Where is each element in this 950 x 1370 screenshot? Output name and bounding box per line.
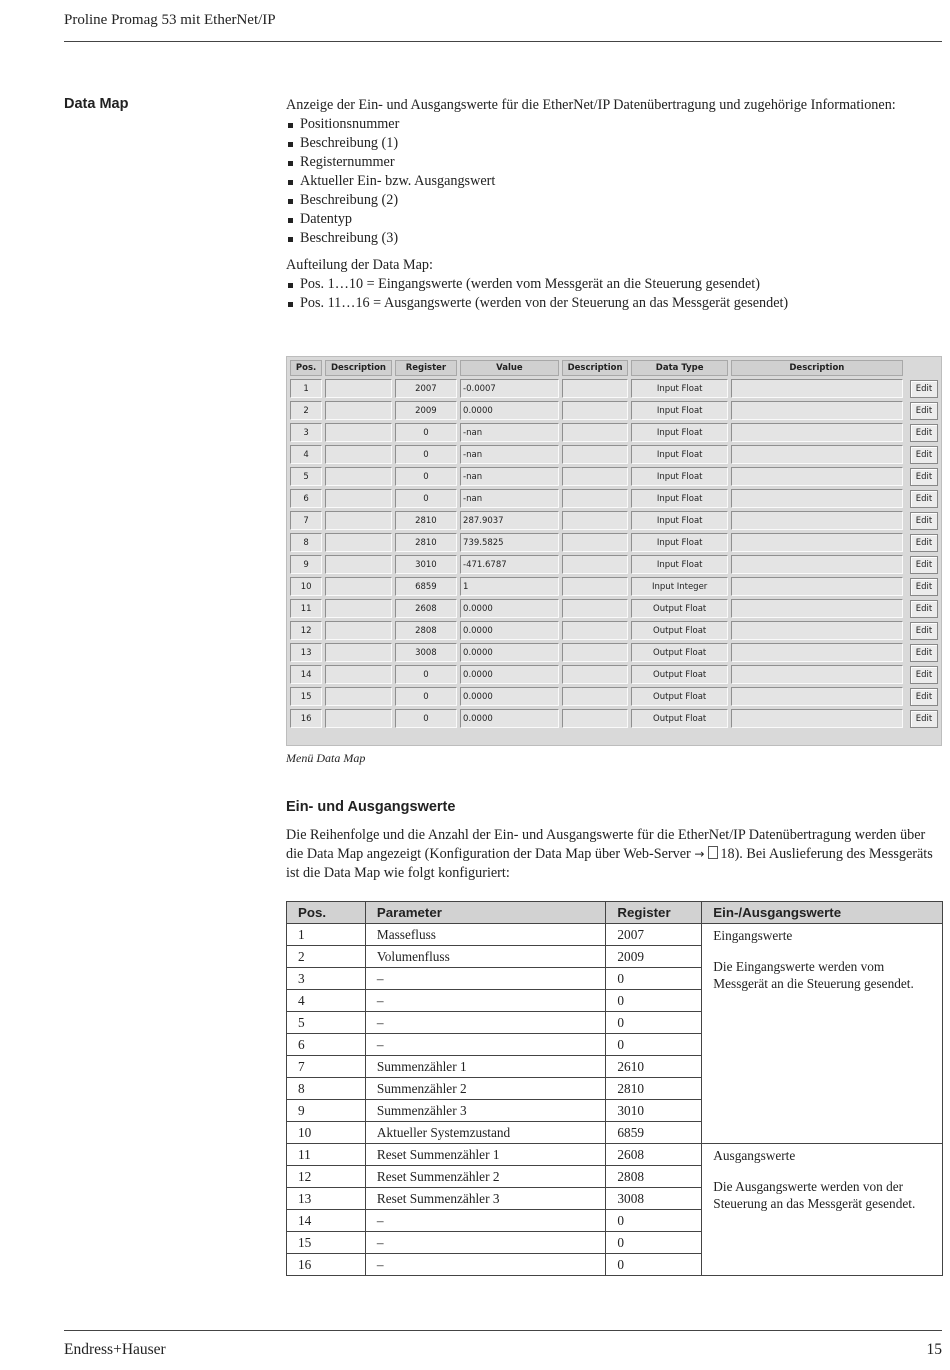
table-cell-parameter: – [365, 1254, 606, 1276]
table-cell-register: 0 [606, 1012, 702, 1034]
table-cell-register: 2009 [606, 946, 702, 968]
edit-button[interactable]: Edit [910, 666, 938, 684]
page-number: 15 [926, 1341, 942, 1358]
table-cell-register: 0 [606, 1210, 702, 1232]
grid-cell-edit [906, 621, 938, 640]
table-cell-pos: 15 [287, 1232, 366, 1254]
list-item: Pos. 1…10 = Eingangswerte (werden vom Messgerät an die Steuerung gesendet) [286, 275, 942, 294]
table-cell-pos: 12 [287, 1166, 366, 1188]
grid-cell-pos: 1 [290, 379, 322, 398]
grid-cell-description-2[interactable] [562, 643, 629, 662]
config-header-pos: Pos. [287, 902, 366, 924]
output-group-description: Die Ausgangswerte werden von der Steuerung an das Messgerät gesendet. [713, 1179, 916, 1211]
table-cell-pos: 1 [287, 924, 366, 946]
grid-cell-description-1[interactable] [325, 533, 392, 552]
grid-cell-edit [906, 709, 938, 728]
grid-cell-pos: 4 [290, 445, 322, 464]
grid-cell-pos: 6 [290, 489, 322, 508]
grid-cell-data-type: Input Float [631, 401, 728, 420]
grid-cell-description-2[interactable] [562, 709, 629, 728]
config-header-io: Ein-/Ausgangswerte [702, 902, 943, 924]
grid-cell-value: 0.0000 [460, 687, 559, 706]
table-cell-parameter: – [365, 1210, 606, 1232]
grid-header-value: Value [460, 360, 559, 376]
table-cell-parameter: Reset Summenzähler 3 [365, 1188, 606, 1210]
split-title: Aufteilung der Data Map: [286, 257, 433, 273]
section-label: Data Map [64, 96, 129, 112]
grid-cell-data-type: Output Float [631, 709, 728, 728]
grid-cell-value: -471.6787 [460, 555, 559, 574]
grid-cell-register: 0 [395, 489, 457, 508]
table-cell-pos: 13 [287, 1188, 366, 1210]
grid-cell-data-type: Input Float [631, 423, 728, 442]
grid-cell-description-2[interactable] [562, 401, 629, 420]
table-row [287, 1144, 943, 1166]
grid-cell-edit [906, 643, 938, 662]
grid-cell-description-3[interactable] [731, 577, 903, 596]
intro-paragraph: Anzeige der Ein- und Ausgangswerte für die EtherNet/IP Datenübertragung und zugehörige Informationen: [286, 97, 896, 113]
grid-cell-edit [906, 445, 938, 464]
grid-cell-pos: 2 [290, 401, 322, 420]
table-cell-pos: 2 [287, 946, 366, 968]
figure-caption: Menü Data Map [286, 751, 366, 765]
grid-cell-value: 287.9037 [460, 511, 559, 530]
grid-cell-data-type: Output Float [631, 621, 728, 640]
grid-cell-data-type: Output Float [631, 665, 728, 684]
edit-button[interactable]: Edit [910, 380, 938, 398]
table-cell-register: 0 [606, 1254, 702, 1276]
table-cell-pos: 10 [287, 1122, 366, 1144]
grid-cell-register: 2608 [395, 599, 457, 618]
grid-cell-edit [906, 665, 938, 684]
grid-cell-register: 2007 [395, 379, 457, 398]
edit-button[interactable]: Edit [910, 710, 938, 728]
grid-cell-value: -0.0007 [460, 379, 559, 398]
grid-cell-value: 739.5825 [460, 533, 559, 552]
grid-cell-description-3[interactable] [731, 445, 903, 464]
grid-cell-description-2[interactable] [562, 533, 629, 552]
grid-cell-data-type: Output Float [631, 687, 728, 706]
grid-cell-register: 2808 [395, 621, 457, 640]
grid-header-spacer [906, 360, 938, 376]
output-group-cell [702, 1144, 943, 1276]
grid-cell-pos: 10 [290, 577, 322, 596]
grid-cell-description-2[interactable] [562, 665, 629, 684]
table-cell-register: 6859 [606, 1122, 702, 1144]
grid-cell-pos: 16 [290, 709, 322, 728]
edit-button[interactable]: Edit [910, 644, 938, 662]
grid-cell-pos: 14 [290, 665, 322, 684]
table-cell-register: 0 [606, 968, 702, 990]
output-group-title: Ausgangswerte [713, 1148, 796, 1163]
grid-row [290, 445, 938, 464]
grid-cell-register: 0 [395, 467, 457, 486]
page-reference-link[interactable]: 18 [720, 846, 735, 862]
footer-divider [64, 1330, 942, 1331]
grid-cell-description-1[interactable] [325, 709, 392, 728]
grid-cell-register: 2810 [395, 511, 457, 530]
grid-row [290, 643, 938, 662]
table-cell-register: 2608 [606, 1144, 702, 1166]
grid-cell-description-3[interactable] [731, 599, 903, 618]
table-cell-parameter: – [365, 1034, 606, 1056]
grid-cell-data-type: Input Float [631, 555, 728, 574]
grid-cell-edit [906, 379, 938, 398]
grid-cell-description-3[interactable] [731, 379, 903, 398]
main-content [286, 96, 942, 313]
page-reference-icon [708, 846, 718, 859]
table-cell-parameter: Summenzähler 2 [365, 1078, 606, 1100]
grid-cell-value: 0.0000 [460, 599, 559, 618]
table-cell-register: 0 [606, 1232, 702, 1254]
table-cell-parameter: – [365, 990, 606, 1012]
grid-cell-data-type: Output Float [631, 599, 728, 618]
grid-cell-register: 2810 [395, 533, 457, 552]
table-cell-register: 3008 [606, 1188, 702, 1210]
grid-cell-pos: 9 [290, 555, 322, 574]
grid-cell-edit [906, 555, 938, 574]
grid-cell-value: -nan [460, 445, 559, 464]
table-cell-parameter: Volumenfluss [365, 946, 606, 968]
grid-cell-description-3[interactable] [731, 665, 903, 684]
table-cell-parameter: Reset Summenzähler 2 [365, 1166, 606, 1188]
list-item: Pos. 11…16 = Ausgangswerte (werden von der Steuerung an das Messgerät gesendet) [286, 294, 942, 313]
grid-cell-register: 3008 [395, 643, 457, 662]
grid-row [290, 687, 938, 706]
config-table [286, 901, 943, 1276]
list-item: Positionsnummer [286, 115, 942, 134]
table-cell-parameter: Summenzähler 1 [365, 1056, 606, 1078]
grid-header-register: Register [395, 360, 457, 376]
input-group-description: Die Eingangswerte werden vom Messgerät an die Steuerung gesendet. [713, 959, 914, 991]
table-cell-parameter: Reset Summenzähler 1 [365, 1144, 606, 1166]
grid-cell-pos: 15 [290, 687, 322, 706]
config-header-row [287, 902, 943, 924]
edit-button[interactable]: Edit [910, 446, 938, 464]
grid-cell-description-3[interactable] [731, 401, 903, 420]
grid-cell-value: 1 [460, 577, 559, 596]
grid-cell-value: 0.0000 [460, 709, 559, 728]
grid-cell-data-type: Input Float [631, 467, 728, 486]
edit-button[interactable]: Edit [910, 512, 938, 530]
table-cell-parameter: – [365, 1012, 606, 1034]
input-group-cell [702, 924, 943, 1144]
grid-cell-description-1[interactable] [325, 577, 392, 596]
grid-cell-data-type: Input Float [631, 489, 728, 508]
table-cell-parameter: Aktueller Systemzustand [365, 1122, 606, 1144]
grid-cell-edit [906, 423, 938, 442]
edit-button[interactable]: Edit [910, 424, 938, 442]
grid-cell-description-1[interactable] [325, 687, 392, 706]
table-cell-register: 2007 [606, 924, 702, 946]
grid-header-description-1: Description [325, 360, 392, 376]
grid-row [290, 577, 938, 596]
grid-cell-description-1[interactable] [325, 423, 392, 442]
table-cell-pos: 6 [287, 1034, 366, 1056]
split-list [286, 275, 942, 313]
list-item: Aktueller Ein- bzw. Ausgangswert [286, 172, 942, 191]
table-cell-parameter: Massefluss [365, 924, 606, 946]
grid-cell-description-1[interactable] [325, 401, 392, 420]
grid-cell-description-2[interactable] [562, 423, 629, 442]
table-cell-parameter: – [365, 1232, 606, 1254]
grid-row [290, 599, 938, 618]
table-cell-pos: 8 [287, 1078, 366, 1100]
grid-cell-description-1[interactable] [325, 445, 392, 464]
grid-cell-description-3[interactable] [731, 423, 903, 442]
edit-button[interactable]: Edit [910, 622, 938, 640]
table-cell-pos: 11 [287, 1144, 366, 1166]
grid-cell-data-type: Input Float [631, 445, 728, 464]
list-item: Beschreibung (2) [286, 191, 942, 210]
table-cell-parameter: Summenzähler 3 [365, 1100, 606, 1122]
grid-cell-description-3[interactable] [731, 511, 903, 530]
edit-button[interactable]: Edit [910, 468, 938, 486]
grid-cell-description-3[interactable] [731, 621, 903, 640]
grid-header-data-type: Data Type [631, 360, 728, 376]
table-cell-parameter: – [365, 968, 606, 990]
table-cell-register: 3010 [606, 1100, 702, 1122]
grid-cell-pos: 12 [290, 621, 322, 640]
edit-button[interactable]: Edit [910, 556, 938, 574]
grid-cell-value: 0.0000 [460, 665, 559, 684]
grid-cell-value: -nan [460, 489, 559, 508]
list-item: Beschreibung (1) [286, 134, 942, 153]
table-cell-register: 2808 [606, 1166, 702, 1188]
grid-cell-register: 2009 [395, 401, 457, 420]
grid-cell-description-2[interactable] [562, 511, 629, 530]
grid-cell-description-1[interactable] [325, 555, 392, 574]
grid-row [290, 533, 938, 552]
grid-cell-data-type: Input Integer [631, 577, 728, 596]
io-paragraph [286, 826, 942, 883]
grid-cell-description-2[interactable] [562, 621, 629, 640]
grid-row [290, 709, 938, 728]
io-paragraph-text-end: ). Bei Auslieferung des Messgeräts ist die Data Map wie folgt konfiguriert: [286, 846, 933, 881]
grid-cell-value: 0.0000 [460, 401, 559, 420]
table-row [287, 924, 943, 946]
grid-cell-description-2[interactable] [562, 379, 629, 398]
grid-row [290, 555, 938, 574]
grid-row [290, 379, 938, 398]
grid-row [290, 401, 938, 420]
grid-cell-register: 0 [395, 445, 457, 464]
grid-cell-pos: 8 [290, 533, 322, 552]
grid-cell-edit [906, 577, 938, 596]
grid-row [290, 665, 938, 684]
subsection-title: Ein- und Ausgangswerte [286, 799, 456, 815]
grid-cell-description-2[interactable] [562, 687, 629, 706]
grid-cell-description-1[interactable] [325, 665, 392, 684]
config-header-register: Register [606, 902, 702, 924]
edit-button[interactable]: Edit [910, 402, 938, 420]
grid-cell-description-3[interactable] [731, 533, 903, 552]
grid-cell-value: 0.0000 [460, 643, 559, 662]
grid-body [290, 379, 938, 728]
table-cell-register: 2610 [606, 1056, 702, 1078]
edit-button[interactable]: Edit [910, 578, 938, 596]
grid-cell-value: -nan [460, 423, 559, 442]
grid-cell-data-type: Output Float [631, 643, 728, 662]
data-map-grid [287, 357, 941, 731]
grid-cell-description-1[interactable] [325, 467, 392, 486]
table-cell-register: 0 [606, 990, 702, 1012]
list-item: Beschreibung (3) [286, 229, 942, 248]
table-cell-pos: 4 [287, 990, 366, 1012]
grid-cell-register: 6859 [395, 577, 457, 596]
grid-cell-pos: 13 [290, 643, 322, 662]
grid-row [290, 621, 938, 640]
grid-cell-edit [906, 687, 938, 706]
grid-cell-pos: 5 [290, 467, 322, 486]
grid-cell-description-1[interactable] [325, 511, 392, 530]
grid-cell-description-1[interactable] [325, 621, 392, 640]
grid-cell-register: 0 [395, 687, 457, 706]
grid-cell-description-1[interactable] [325, 643, 392, 662]
grid-cell-register: 0 [395, 423, 457, 442]
grid-cell-pos: 11 [290, 599, 322, 618]
grid-cell-data-type: Input Float [631, 511, 728, 530]
grid-cell-register: 3010 [395, 555, 457, 574]
grid-cell-pos: 3 [290, 423, 322, 442]
grid-cell-description-3[interactable] [731, 687, 903, 706]
list-item: Datentyp [286, 210, 942, 229]
grid-cell-value: 0.0000 [460, 621, 559, 640]
config-header-parameter: Parameter [365, 902, 606, 924]
edit-button[interactable]: Edit [910, 688, 938, 706]
grid-cell-register: 0 [395, 709, 457, 728]
grid-cell-description-2[interactable] [562, 467, 629, 486]
grid-cell-description-2[interactable] [562, 599, 629, 618]
grid-row [290, 489, 938, 508]
grid-header-description-3: Description [731, 360, 903, 376]
grid-cell-description-3[interactable] [731, 467, 903, 486]
grid-cell-data-type: Input Float [631, 379, 728, 398]
grid-cell-edit [906, 599, 938, 618]
table-cell-pos: 3 [287, 968, 366, 990]
grid-cell-edit [906, 467, 938, 486]
edit-button[interactable]: Edit [910, 600, 938, 618]
data-map-screenshot [286, 356, 942, 746]
grid-cell-data-type: Input Float [631, 533, 728, 552]
input-group-title: Eingangswerte [713, 928, 793, 943]
grid-cell-description-2[interactable] [562, 445, 629, 464]
grid-cell-description-1[interactable] [325, 379, 392, 398]
grid-cell-edit [906, 401, 938, 420]
grid-cell-description-1[interactable] [325, 489, 392, 508]
grid-row [290, 423, 938, 442]
footer-company: Endress+Hauser [64, 1341, 166, 1358]
table-cell-pos: 5 [287, 1012, 366, 1034]
table-cell-register: 2810 [606, 1078, 702, 1100]
grid-cell-value: -nan [460, 467, 559, 486]
grid-cell-description-1[interactable] [325, 599, 392, 618]
document-header-title: Proline Promag 53 mit EtherNet/IP [64, 12, 276, 28]
edit-button[interactable]: Edit [910, 534, 938, 552]
grid-cell-description-3[interactable] [731, 643, 903, 662]
edit-button[interactable]: Edit [910, 490, 938, 508]
table-cell-pos: 7 [287, 1056, 366, 1078]
grid-cell-pos: 7 [290, 511, 322, 530]
grid-cell-register: 0 [395, 665, 457, 684]
table-cell-pos: 14 [287, 1210, 366, 1232]
grid-cell-description-2[interactable] [562, 489, 629, 508]
grid-cell-description-3[interactable] [731, 709, 903, 728]
grid-row [290, 467, 938, 486]
grid-cell-description-3[interactable] [731, 489, 903, 508]
table-cell-pos: 9 [287, 1100, 366, 1122]
list-item: Registernummer [286, 153, 942, 172]
grid-cell-description-2[interactable] [562, 577, 629, 596]
table-cell-register: 0 [606, 1034, 702, 1056]
table-cell-pos: 16 [287, 1254, 366, 1276]
grid-header-description-2: Description [562, 360, 629, 376]
grid-cell-edit [906, 511, 938, 530]
grid-header-pos: Pos. [290, 360, 322, 376]
arrow-icon: → [694, 847, 705, 861]
grid-header-row [290, 360, 938, 376]
info-list [286, 115, 942, 248]
config-body [287, 924, 943, 1276]
grid-cell-edit [906, 489, 938, 508]
grid-cell-description-3[interactable] [731, 555, 903, 574]
io-paragraph-text: Die Reihenfolge und die Anzahl der Ein- und Ausgangswerte für die EtherNet/IP Datenübertragung werden über die Data Map angezeigt (Konfiguration der Data Map über Web-Server [286, 827, 926, 862]
grid-row [290, 511, 938, 530]
grid-cell-description-2[interactable] [562, 555, 629, 574]
header-divider [64, 41, 942, 42]
grid-cell-edit [906, 533, 938, 552]
